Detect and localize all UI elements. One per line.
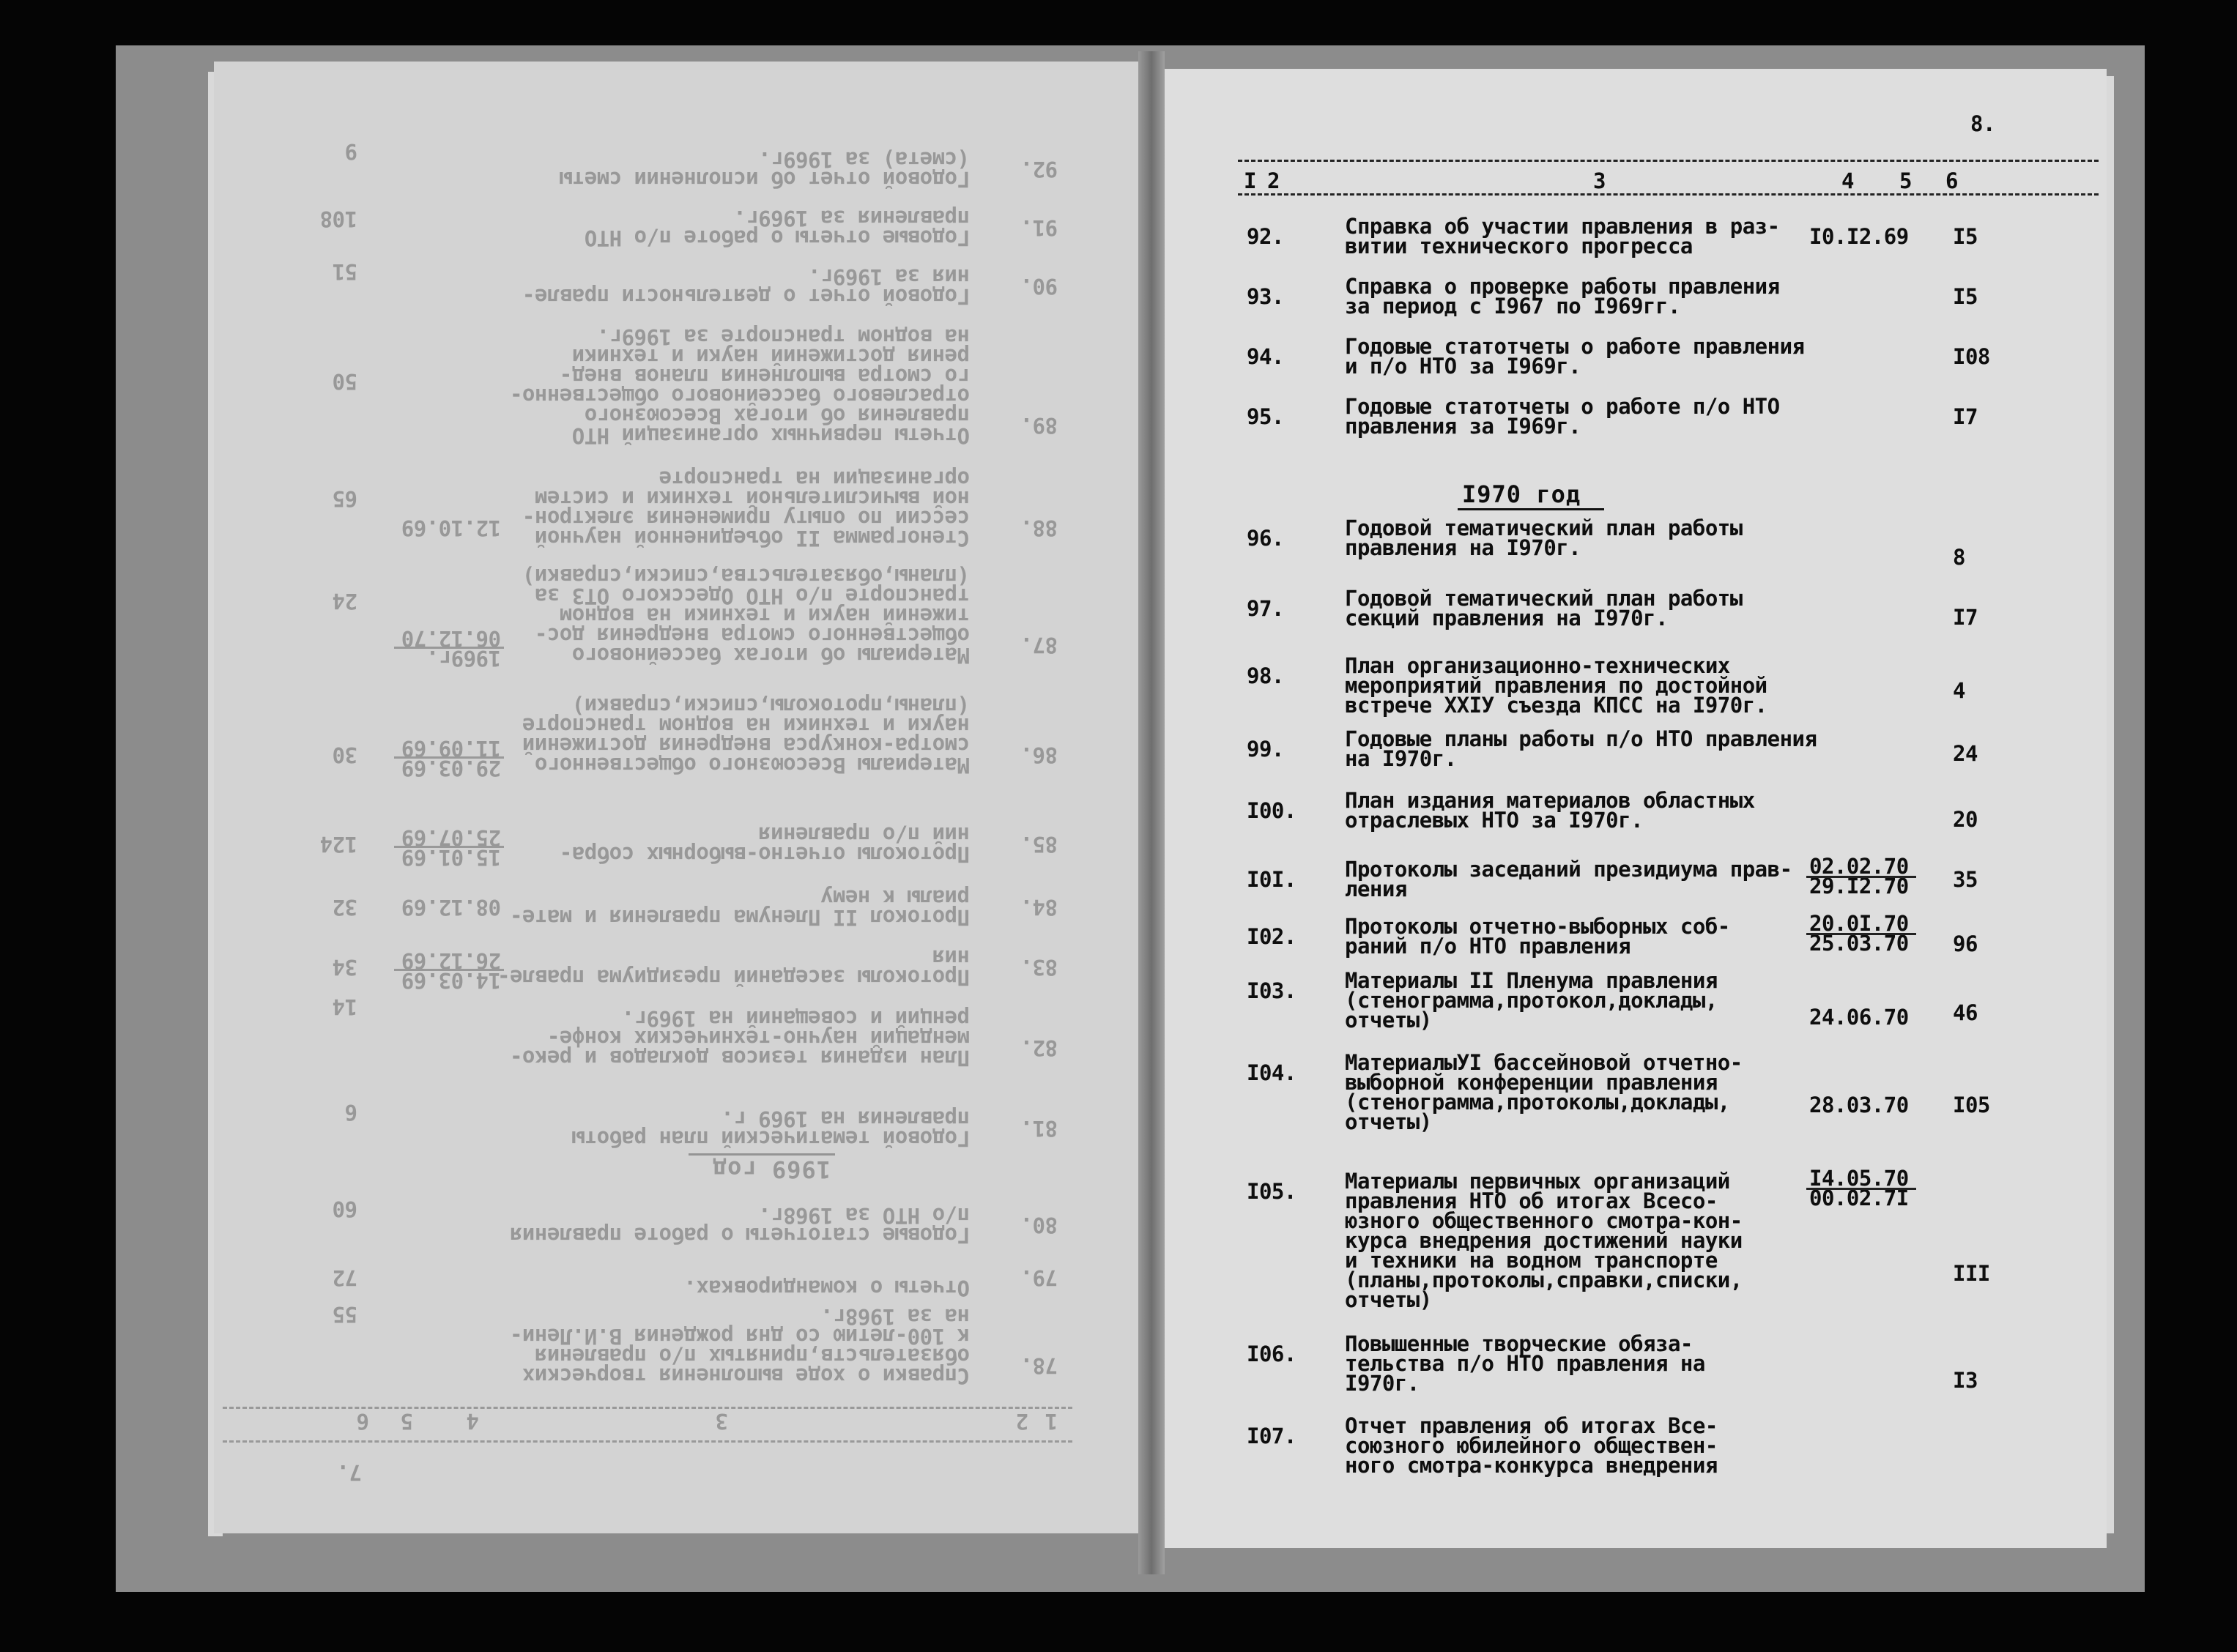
header-column-3: 3 (1593, 168, 1606, 193)
entry-sheet-count: 32 (333, 895, 357, 920)
entry-number: I04. (1247, 1060, 1296, 1085)
entry-number: I07. (1247, 1424, 1296, 1448)
entry-sheet-count: 14 (333, 994, 357, 1019)
entry-sheet-count: 46 (1953, 1000, 1978, 1025)
entry-sheet-count: 20 (1953, 807, 1978, 832)
entry-title: План организационно-технических мероприятий правления по достойной встрече XXIУ съезда КПСС на I970г. (1345, 653, 1767, 718)
header-column-5: 5 (401, 1409, 413, 1434)
entry-sheet-count: 35 (1953, 867, 1978, 892)
header-dashed-bottom (223, 1407, 1072, 1409)
entry-title: Протоколы заседаний президиума прав- ления (1345, 857, 1792, 901)
entry-number: 81. (1020, 1116, 1058, 1141)
header-column-1: 1 (1045, 1409, 1058, 1434)
entry-date: 20.0I.70 25.03.70 (1809, 911, 1909, 956)
entry-sheet-count: I08 (1953, 344, 1990, 369)
entry-number: 99. (1247, 737, 1284, 762)
entry-sheet-count: 96 (1953, 931, 1978, 956)
header-column-1: I (1244, 168, 1256, 193)
entry-number: 95. (1247, 404, 1284, 429)
entry-sheet-count: 50 (333, 369, 357, 394)
entry-title: Отчет правления об итогах Все- союзного юбилейного обществен- ного смотра-конкурса внедрения (1345, 1413, 1718, 1478)
entry-sheet-count: 30 (333, 743, 357, 767)
entry-number: 87. (1020, 633, 1058, 658)
year-heading-underline (1458, 508, 1604, 510)
entry-number: I03. (1247, 978, 1296, 1003)
entry-sheet-count: 34 (333, 955, 357, 980)
entry-title: Годовой отчет о деятельности правле- ния за 1969г. (522, 264, 970, 309)
entry-number: 85. (1020, 832, 1058, 857)
entry-date: 1969г. 06.12.70 (401, 626, 501, 671)
left-page-bleed-through (214, 62, 1138, 1533)
entry-title: Справка об участии правления в раз- витии технического прогресса (1345, 214, 1780, 258)
entry-title: Материалы Всесоюзного общественного смотра-конкурса внедрения достижений науки и техники на водном транспорте (планы,протоколы,списки,справки) (522, 693, 970, 778)
entry-title: МатериалыУI бассейновой отчетно- выборной конференции правления (стенограмма,протоколы,доклады, отчеты) (1345, 1050, 1743, 1134)
entry-sheet-count: 8 (1953, 545, 1965, 570)
entry-number: 92. (1020, 157, 1058, 182)
entry-sheet-count: 51 (333, 259, 357, 284)
entry-title: Годовой тематический план работы правления на I970г. (1345, 516, 1743, 560)
entry-sheet-count: 55 (333, 1302, 357, 1327)
entry-sheet-count: 124 (320, 832, 357, 857)
entry-number: 79. (1020, 1265, 1058, 1290)
entry-title: Материалы об итогах бассейнового общественного смотра внедрения дос- тижений науки и техники на водном транспорте п/о НТО Одесского ОТЗ за (планы,обязательства,списки,справки) (522, 564, 970, 668)
entry-number: 89. (1020, 413, 1058, 438)
entry-date: I4.05.70 00.02.7I (1809, 1166, 1909, 1210)
entry-sheet-count: 24 (1953, 741, 1978, 766)
page-number: 8. (1970, 111, 1995, 136)
entry-title: План издания тезисов докладов и реко- мендаций научно-технических конфе- ренций и совещаний на 1969г. (510, 1006, 970, 1071)
entry-number: I06. (1247, 1342, 1296, 1366)
entry-number: 84. (1020, 895, 1058, 920)
header-dashed-top (1238, 160, 2099, 162)
entry-number: 90. (1020, 274, 1058, 299)
entry-number: 82. (1020, 1035, 1058, 1060)
entry-title: Годовые статотчеты о работе правления п/о НТО за 1968г. (510, 1203, 970, 1248)
entry-date: 12.10.69 (401, 516, 501, 540)
entry-sheet-count: 24 (333, 589, 357, 614)
entry-sheet-count: I7 (1953, 404, 1978, 429)
entry-number: 96. (1247, 526, 1284, 551)
date-range-divider (1806, 1188, 1916, 1190)
year-heading-underline (689, 1153, 835, 1156)
entry-number: 93. (1247, 284, 1284, 309)
entry-number: 86. (1020, 743, 1058, 767)
entry-title: Повышенные творческие обяза- тельства п/о НТО правления на I970г. (1345, 1331, 1705, 1396)
entry-number: 83. (1020, 955, 1058, 980)
header-column-2: 2 (1267, 168, 1280, 193)
entry-title: Протоколы отчетно-выборных соб- раний п/о НТО правления (1345, 914, 1730, 959)
entry-sheet-count: 9 (345, 139, 357, 164)
entry-title: Годовые планы работы п/о НТО правления на I970г. (1345, 726, 1817, 771)
entry-title: Справки о ходе выполнения творческих обязательств,принятых п/о правления к 100-летию со дня рождения В.И.Лени- на за 1968г. (510, 1304, 970, 1388)
entry-number: 97. (1247, 596, 1284, 621)
header-column-4: 4 (467, 1409, 479, 1434)
entry-title: Протокол II Пленума правления и мате- риалы к нему (510, 885, 970, 930)
page-number: 7. (337, 1460, 362, 1485)
entry-date: 28.03.70 (1809, 1093, 1909, 1117)
year-heading: 1969 год (711, 1156, 831, 1183)
entry-title: Годовой тематический план работы правления на 1969 г. (572, 1106, 970, 1151)
header-dashed-bottom (1238, 193, 2099, 196)
entry-title: Годовые статотчеты о работе п/о НТО правления за I969г. (1345, 394, 1780, 439)
entry-title: Стенограмма II объединенной научной сессии по опыту применения электрон- ной вычислительной техники и систем организации на транспорте (522, 466, 970, 551)
entry-sheet-count: 108 (320, 206, 357, 231)
date-range-divider (1806, 933, 1916, 935)
entry-sheet-count: I5 (1953, 284, 1978, 309)
date-range-divider (394, 647, 504, 649)
entry-date: 02.02.70 29.I2.70 (1809, 854, 1909, 898)
entry-sheet-count: 4 (1953, 678, 1965, 703)
entry-number: I02. (1247, 924, 1296, 949)
header-dashed-top (223, 1440, 1072, 1443)
year-heading: I970 год (1462, 480, 1581, 508)
date-range-divider (394, 756, 504, 759)
entry-number: I05. (1247, 1179, 1296, 1204)
entry-number: I0I. (1247, 867, 1296, 892)
book-gutter (1138, 51, 1165, 1574)
entry-sheet-count: III (1953, 1261, 1990, 1286)
entry-number: I00. (1247, 798, 1296, 823)
right-page-content (1165, 69, 2107, 1548)
entry-sheet-count: I5 (1953, 224, 1978, 249)
entry-title: Протоколы отчетно-выборных собра- ний п/о правления (560, 822, 970, 867)
entry-sheet-count: I7 (1953, 605, 1978, 630)
left-page (214, 62, 1138, 1533)
entry-date: 24.06.70 (1809, 1005, 1909, 1030)
header-column-6: 6 (1945, 168, 1958, 193)
header-column-3: 3 (716, 1409, 728, 1434)
entry-sheet-count: I3 (1953, 1368, 1978, 1393)
date-range-divider (394, 969, 504, 971)
entry-title: Годовой тематический план работы секций правления на I970г. (1345, 586, 1743, 630)
entry-title: Протоколы заседаний президиума правле- ния (497, 945, 970, 990)
entry-number: 80. (1020, 1213, 1058, 1238)
date-range-divider (1806, 876, 1916, 878)
entry-date: 15.01.69 25.07.69 (401, 825, 501, 870)
entry-date: I0.I2.69 (1809, 224, 1909, 249)
entry-title: Материалы II Пленума правления (стенограмма,протокол,доклады, отчеты) (1345, 968, 1718, 1032)
header-column-2: 2 (1016, 1409, 1028, 1434)
entry-date: 08.12.69 (401, 895, 501, 920)
entry-title: Годовой отчет об исполнении сметы (смета) за 1969г. (560, 147, 970, 192)
entry-number: 91. (1020, 215, 1058, 240)
header-column-5: 5 (1899, 168, 1912, 193)
date-range-divider (394, 846, 504, 848)
entry-title: Годовые отчеты о работе п/о НТО правления за 1969г. (585, 206, 970, 250)
entry-date: 29.03.69 11.09.69 (401, 736, 501, 781)
entry-sheet-count: 72 (333, 1265, 357, 1290)
entry-title: Справка о проверке работы правления за период с I967 по I969гг. (1345, 274, 1780, 319)
entry-number: 78. (1020, 1353, 1058, 1378)
entry-sheet-count: 65 (333, 486, 357, 511)
entry-date: 14.03.69 26.12.69 (401, 948, 501, 993)
entry-sheet-count: I05 (1953, 1093, 1990, 1117)
entry-title: Отчеты о командировках. (683, 1276, 970, 1301)
entry-title: Материалы первичных организаций правления НТО об итогах Всесо- юзного общественного смотра-кон- курса внедрения достижений науки и техники на водном транспорте (планы,протоколы,справки,списки, отчеты) (1345, 1169, 1743, 1312)
right-page (1165, 69, 2107, 1548)
entry-sheet-count: 60 (333, 1197, 357, 1221)
entry-title: План издания материалов областных отраслевых НТО за I970г. (1345, 788, 1755, 833)
entry-number: 88. (1020, 516, 1058, 540)
entry-number: 94. (1247, 344, 1284, 369)
entry-title: Отчеты первичных организаций НТО правления об итогах Всесоюзного отраслевого бассейнового общественно- го смотра выполнения планов внед- рения достижений науки и техники на водном транспорте за 1969г. (510, 324, 970, 448)
header-column-4: 4 (1841, 168, 1854, 193)
entry-sheet-count: 6 (345, 1100, 357, 1125)
entry-number: 92. (1247, 224, 1284, 249)
entry-title: Годовые статотчеты о работе правления и п/о НТО за I969г. (1345, 334, 1805, 379)
header-column-6: 6 (357, 1409, 369, 1434)
entry-number: 98. (1247, 663, 1284, 688)
